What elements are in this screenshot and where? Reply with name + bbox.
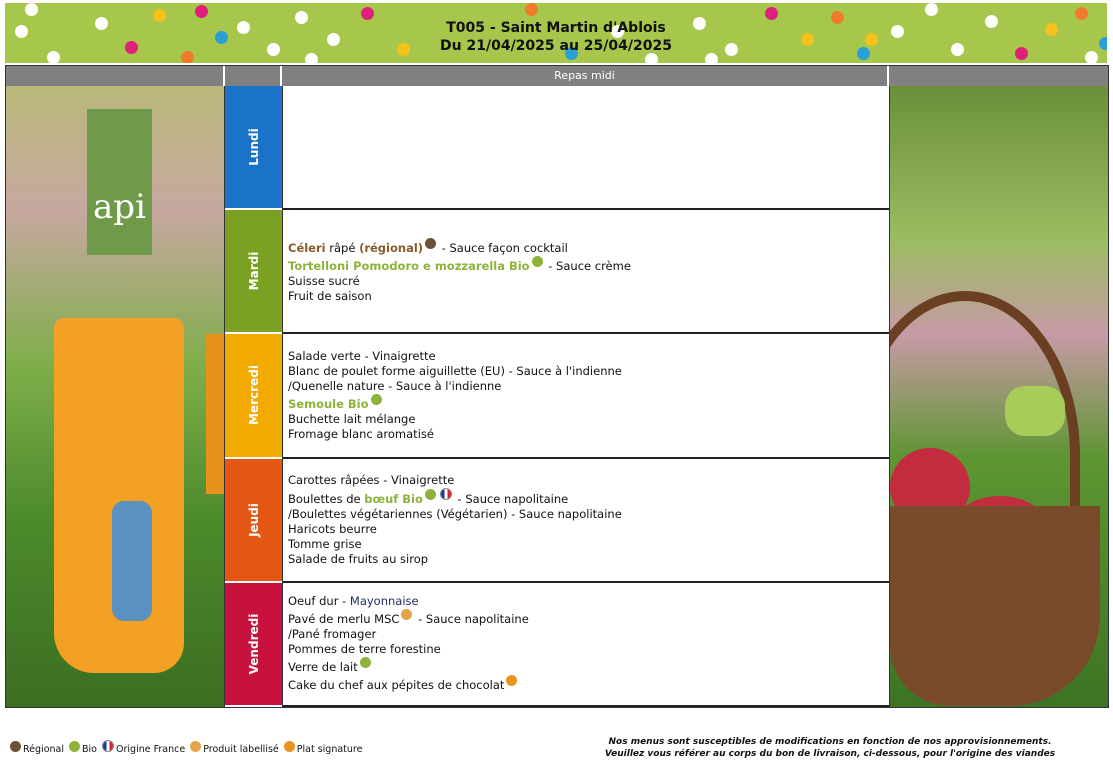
menu-item <box>288 427 889 442</box>
menu-text: Mayonnaise <box>349 594 419 609</box>
menu-cell <box>282 459 889 583</box>
menu-text: Salade verte - Vinaigrette <box>288 348 436 363</box>
confetti-dot <box>195 5 208 18</box>
confetti-dot <box>25 3 38 16</box>
bio-icon <box>371 394 382 405</box>
menu-text: /Pané fromager <box>288 627 377 642</box>
column-header-repas: Repas midi <box>282 66 889 86</box>
label-icon <box>401 609 412 620</box>
confetti-dot <box>925 3 938 16</box>
menu-text: Pommes de terre forestine <box>288 642 441 657</box>
column-header-day <box>225 66 282 86</box>
day-label-cell <box>225 210 282 334</box>
menu-item <box>288 379 889 394</box>
page-title <box>5 19 1107 55</box>
day-label-cell <box>225 583 282 707</box>
day-label: Mercredi <box>246 365 261 426</box>
menu-text: Verre de lait <box>288 660 358 675</box>
menu-item <box>288 675 889 693</box>
boot-image-2 <box>206 334 225 494</box>
signature-icon <box>506 675 517 686</box>
logo-text: api <box>93 187 146 227</box>
menu-item <box>288 394 889 412</box>
header-banner <box>5 3 1107 63</box>
menu-text: Carottes râpées - Vinaigrette <box>288 472 455 487</box>
menu-item <box>288 238 889 256</box>
legend-label: Origine France <box>116 744 189 755</box>
france-flag-icon <box>102 740 114 752</box>
legend-label: Produit labellisé <box>203 744 282 755</box>
title-line-1: T005 - Saint Martin d'Ablois <box>446 20 666 36</box>
menu-item <box>288 473 889 488</box>
menu-cell <box>282 334 889 458</box>
legend <box>8 740 362 755</box>
menu-item <box>288 349 889 364</box>
column-header-left <box>6 66 225 86</box>
menu-item <box>288 488 889 507</box>
day-label-cell <box>225 459 282 583</box>
menu-item <box>288 537 889 552</box>
day-label: Mardi <box>246 251 261 291</box>
notice-line-1: Nos menus sont susceptibles de modifications en fonction de nos approvisionnements. <box>608 737 1052 747</box>
title-line-2: Du 21/04/2025 au 25/04/2025 <box>440 38 672 54</box>
menu-item <box>288 274 889 289</box>
menu-grid <box>5 65 1109 708</box>
menu-text: /Boulettes végétariennes (Végétarien) - Sauce napolitaine <box>288 506 622 521</box>
menu-item <box>288 627 889 642</box>
menu-text: - Sauce napolitaine <box>453 491 569 506</box>
menu-text: Blanc de poulet forme aiguillette (EU) - Sauce à l'indienne <box>288 363 622 378</box>
menu-item <box>288 609 889 627</box>
france-flag-icon <box>440 488 452 500</box>
menu-cell <box>282 86 889 210</box>
menu-text: /Quenelle nature - Sauce à l'indienne <box>288 378 502 393</box>
menu-text: Boulettes de <box>288 491 365 506</box>
day-label: Vendredi <box>246 613 261 675</box>
legend-label: Plat signature <box>296 744 363 755</box>
bio-icon <box>425 489 436 500</box>
api-logo <box>87 109 152 255</box>
menu-item <box>288 552 889 567</box>
day-label-cell <box>225 86 282 210</box>
menu-cell <box>282 583 889 707</box>
menu-item <box>288 522 889 537</box>
menu-text: Haricots beurre <box>288 521 377 536</box>
menu-text: - Sauce napolitaine <box>414 612 529 627</box>
apples-photo <box>889 86 1108 707</box>
column-header-right <box>889 66 1108 86</box>
bio-icon <box>69 741 80 752</box>
legend-label: Régional <box>23 744 68 755</box>
signature-icon <box>284 741 295 752</box>
menu-text: Buchette lait mélange <box>288 411 416 426</box>
menu-text: Tortelloni Pomodoro e mozzarella Bio <box>288 259 530 274</box>
menu-item <box>288 256 889 274</box>
label-icon <box>190 741 201 752</box>
bio-icon <box>532 256 543 267</box>
menu-item <box>288 507 889 522</box>
boots-photo <box>6 86 225 707</box>
menu-text: Semoule Bio <box>288 396 369 411</box>
bio-icon <box>360 657 371 668</box>
menu-item <box>288 642 889 657</box>
regional-icon <box>10 741 21 752</box>
menu-text: - Sauce crème <box>544 259 631 274</box>
menu-text: Salade de fruits au sirop <box>288 551 429 566</box>
menu-text: Fruit de saison <box>288 289 372 304</box>
menu-text: Céleri <box>288 241 326 256</box>
child-illustration <box>1005 386 1065 436</box>
menu-cell <box>282 210 889 334</box>
notice-line-2: Veuillez vous référer au corps du bon de livraison, ci-dessous, pour l'origine des viandes <box>604 749 1056 759</box>
menu-item <box>288 364 889 379</box>
menu-text: Tomme grise <box>288 536 362 551</box>
menu-text: bœuf Bio <box>364 491 423 506</box>
menu-text: Oeuf dur - <box>288 594 350 609</box>
menu-item <box>288 289 889 304</box>
menu-text: râpé <box>325 241 360 256</box>
legend-label: Bio <box>82 744 101 755</box>
menu-text: Cake du chef aux pépites de chocolat <box>288 678 505 693</box>
regional-icon <box>425 238 436 249</box>
menu-item <box>288 594 889 609</box>
menu-item <box>288 657 889 675</box>
menu-text: Suisse sucré <box>288 274 360 289</box>
basket-image <box>890 506 1100 706</box>
day-label: Jeudi <box>246 502 261 537</box>
menu-text: Fromage blanc aromatisé <box>288 426 434 441</box>
day-label-cell <box>225 334 282 458</box>
menu-text: (régional) <box>359 241 424 256</box>
child-illustration <box>112 501 152 621</box>
notice <box>560 736 1100 760</box>
menu-text: Pavé de merlu MSC <box>288 612 400 627</box>
confetti-dot <box>525 3 538 16</box>
day-label: Lundi <box>246 128 261 166</box>
menu-item <box>288 412 889 427</box>
menu-text: - Sauce façon cocktail <box>438 241 568 256</box>
